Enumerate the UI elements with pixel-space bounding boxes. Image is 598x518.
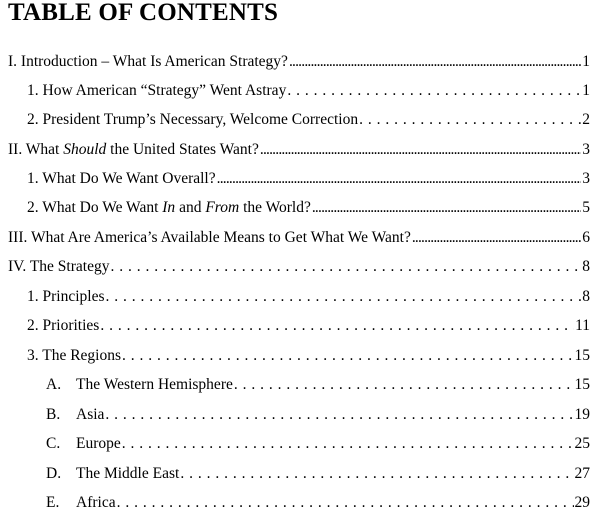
toc-entry-page: 15 (574, 376, 590, 393)
toc-entry-marker: A. (46, 376, 62, 393)
toc-entry-page: 8 (582, 288, 590, 305)
dot-leader (106, 285, 582, 309)
toc-entry[interactable] (8, 50, 590, 74)
toc-entry-page: 11 (575, 317, 590, 334)
toc-entry[interactable] (8, 226, 590, 250)
emphasis: Should (63, 141, 107, 158)
toc-entry-marker: C. (46, 435, 61, 452)
toc-entry-label: IV. The Strategy (8, 258, 110, 275)
dot-leader (117, 491, 574, 515)
dot-leader (180, 462, 573, 486)
toc-entry[interactable] (27, 344, 590, 368)
toc-entry-page: 1 (582, 53, 590, 70)
toc-entry[interactable] (8, 255, 590, 279)
toc-entry[interactable] (27, 108, 590, 132)
toc-entry-label: B. Asia (46, 403, 104, 427)
toc-entry-page: 19 (574, 406, 590, 423)
toc-entry-marker: B. (46, 406, 61, 423)
dot-leader (110, 255, 581, 279)
toc-entry[interactable] (46, 462, 590, 486)
toc-entry[interactable] (46, 491, 590, 515)
toc-entry-page: 29 (574, 494, 590, 511)
toc-entry-label: D. The Middle East (46, 462, 179, 486)
toc-entry-page: 25 (574, 435, 590, 452)
dot-leader (234, 373, 574, 397)
toc-entry-label: 2. President Trump’s Necessary, Welcome Correction (27, 111, 359, 128)
toc-entry-marker: E. (46, 494, 60, 511)
dot-leader (105, 403, 573, 427)
toc-entry-page: 27 (574, 465, 590, 482)
toc-entry-label: 3. The Regions (27, 347, 121, 364)
toc-entry-label: 1. Principles (27, 288, 105, 305)
dot-leader (122, 432, 574, 456)
toc-entry[interactable] (27, 196, 590, 220)
toc-entry-page: 2 (582, 111, 590, 128)
toc-entry-label: 1. What Do We Want Overall? (27, 170, 216, 187)
toc-entry-label: I. Introduction – What Is American Strategy? (8, 53, 288, 70)
toc-entry-label: A. The Western Hemisphere (46, 373, 233, 397)
toc-entry[interactable] (46, 432, 590, 456)
emphasis: In (162, 199, 176, 216)
toc-entry[interactable] (8, 138, 590, 162)
toc-entry-page: 8 (582, 258, 590, 275)
dot-leader (260, 138, 581, 162)
dot-leader (412, 226, 581, 250)
dot-leader (217, 167, 582, 191)
dot-leader (359, 108, 581, 132)
toc-entry-page: 3 (582, 141, 590, 158)
toc-entry-label: 2. What Do We Want In and From the World? (27, 199, 311, 216)
toc-entry-label: III. What Are America’s Available Means to Get What We Want? (8, 229, 411, 246)
toc-entry-label: II. What Should the United States Want? (8, 141, 259, 158)
emphasis: From (205, 199, 240, 216)
toc-entry-page: 1 (582, 82, 590, 99)
toc-entry[interactable] (46, 403, 590, 427)
toc-entry-marker: D. (46, 465, 62, 482)
toc-entry[interactable] (27, 314, 590, 338)
toc-entry-label: E. Africa (46, 491, 116, 515)
dot-leader (287, 79, 581, 103)
dot-leader (122, 344, 574, 368)
toc-entry-page: 3 (582, 170, 590, 187)
page-title: TABLE OF CONTENTS (8, 0, 279, 26)
toc-entry-label: C. Europe (46, 432, 121, 456)
toc-entry-label: 2. Priorities (27, 317, 100, 334)
toc-entry[interactable] (27, 79, 590, 103)
toc-entry[interactable] (27, 167, 590, 191)
dot-leader (100, 314, 574, 338)
dot-leader (312, 196, 581, 220)
toc-entry-page: 6 (582, 229, 590, 246)
toc-entry-page: 5 (582, 199, 590, 216)
dot-leader (289, 50, 581, 74)
toc-entry-label: 1. How American “Strategy” Went Astray (27, 82, 287, 99)
toc-entry[interactable] (27, 285, 590, 309)
toc-entry[interactable] (46, 373, 590, 397)
toc-entry-page: 15 (574, 347, 590, 364)
